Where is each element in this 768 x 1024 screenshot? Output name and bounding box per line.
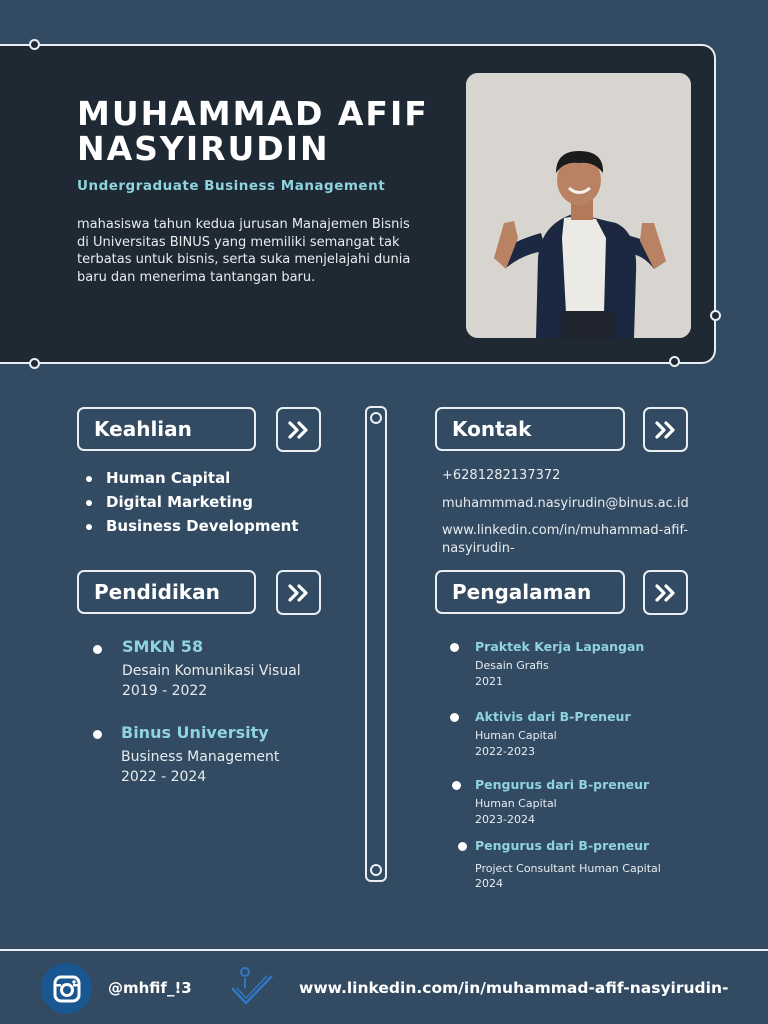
section-title: Pengalaman: [452, 580, 592, 604]
hero-corner-dot: [29, 358, 40, 369]
contact-linkedin[interactable]: [442, 522, 688, 558]
contact-email[interactable]: muhammmad.nasyirudin@binus.ac.id: [442, 496, 689, 511]
section-header-contact: [435, 407, 625, 451]
experience-title: Aktivis dari B-Preneur: [475, 709, 631, 724]
profile-photo: [466, 73, 691, 338]
list-item: Business Development: [86, 514, 299, 538]
experience-years: 2022-2023: [475, 745, 535, 758]
instagram-icon: [53, 975, 81, 1003]
bullet-dot: [450, 643, 459, 652]
name-line-1: MUHAMMAD AFIF: [77, 94, 429, 133]
section-title: Pendidikan: [94, 580, 220, 604]
bullet-dot: [93, 645, 102, 654]
bio-text: mahasiswa tahun kedua jurusan Manajemen Bisnis di Universitas BINUS yang memiliki semangat tak terbatas untuk bisnis, serta suka menjelajahi dunia baru dan menerima tantangan baru.: [77, 217, 411, 285]
hero-corner-dot: [669, 356, 680, 367]
linkedin-check-icon: [229, 966, 275, 1008]
experience-expand-button[interactable]: [643, 570, 688, 615]
list-item: Human Capital: [86, 466, 299, 490]
experience-role: Project Consultant Human Capital: [475, 862, 661, 875]
bullet-dot: [458, 842, 467, 851]
section-header-experience: [435, 570, 625, 614]
linkedin-line-2: nasyirudin-: [442, 541, 515, 556]
education-major: Desain Komunikasi Visual: [122, 663, 301, 679]
skills-expand-button[interactable]: [276, 407, 321, 452]
instagram-handle[interactable]: @mhfif_!3: [108, 979, 192, 997]
experience-title: Pengurus dari B-preneur: [475, 777, 650, 792]
education-years: 2022 - 2024: [121, 769, 207, 785]
instagram-link[interactable]: [41, 963, 92, 1014]
bullet-dot: [93, 730, 102, 739]
linkedin-url[interactable]: www.linkedin.com/in/muhammad-afif-nasyirudin-: [299, 979, 729, 997]
job-subtitle: Undergraduate Business Management: [77, 178, 386, 194]
section-header-education: [77, 570, 256, 614]
list-item: Digital Marketing: [86, 490, 299, 514]
bullet-dot: [450, 713, 459, 722]
bullet-dot: [452, 781, 461, 790]
double-chevron-right-icon: [288, 421, 310, 439]
experience-years: 2021: [475, 675, 503, 688]
contact-expand-button[interactable]: [643, 407, 688, 452]
skills-list: [86, 466, 299, 538]
section-title: Kontak: [452, 417, 532, 441]
double-chevron-right-icon: [288, 584, 310, 602]
name-line-2: NASYIRUDIN: [77, 129, 330, 168]
experience-role: Human Capital: [475, 797, 557, 810]
column-divider: [365, 406, 387, 882]
contact-phone[interactable]: +6281282137372: [442, 468, 561, 483]
experience-role: Human Capital: [475, 729, 557, 742]
divider-ring-bottom: [370, 864, 382, 876]
experience-years: 2024: [475, 877, 503, 890]
section-header-skills: [77, 407, 256, 451]
education-major: Business Management: [121, 749, 280, 765]
double-chevron-right-icon: [655, 584, 677, 602]
school-name: SMKN 58: [122, 637, 204, 656]
section-title: Keahlian: [94, 417, 192, 441]
person-name: [77, 96, 457, 166]
footer-divider: [0, 949, 768, 951]
hero-corner-dot: [710, 310, 721, 321]
experience-title: Pengurus dari B-preneur: [475, 838, 650, 853]
experience-title: Praktek Kerja Lapangan: [475, 639, 645, 654]
education-expand-button[interactable]: [276, 570, 321, 615]
experience-years: 2023-2024: [475, 813, 535, 826]
experience-role: Desain Grafis: [475, 659, 549, 672]
hero-corner-dot: [29, 39, 40, 50]
education-years: 2019 - 2022: [122, 683, 208, 699]
school-name: Binus University: [121, 723, 269, 742]
linkedin-line-1: www.linkedin.com/in/muhammad-afif-: [442, 523, 689, 538]
double-chevron-right-icon: [655, 421, 677, 439]
divider-ring-top: [370, 412, 382, 424]
